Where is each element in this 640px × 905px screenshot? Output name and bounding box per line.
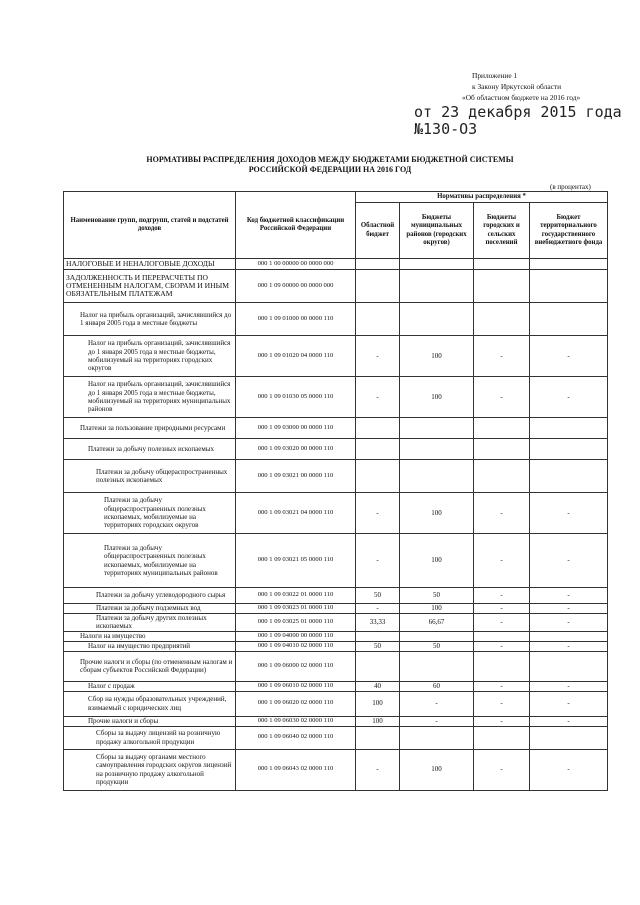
- row-regional: -: [356, 749, 400, 790]
- table-row: [64, 681, 608, 691]
- row-municipal: [400, 439, 474, 460]
- row-municipal: 50: [400, 588, 474, 604]
- row-fund: -: [530, 749, 608, 790]
- row-code: 000 1 09 03021 05 0000 110: [236, 534, 356, 588]
- row-settlements: -: [474, 691, 530, 716]
- table-row: [64, 259, 608, 270]
- row-municipal: -: [400, 716, 474, 726]
- table-row: [64, 303, 608, 336]
- row-municipal: [400, 259, 474, 270]
- row-name: Платежи за добычу углеводородного сырья: [64, 588, 236, 604]
- row-settlements: [474, 303, 530, 336]
- row-code: 000 1 00 00000 00 0000 000: [236, 259, 356, 270]
- row-fund: -: [530, 691, 608, 716]
- row-municipal: 100: [400, 493, 474, 534]
- table-row: [64, 651, 608, 681]
- header-fund: Бюджет территориального государственного внебюджетного фонда: [530, 203, 608, 259]
- row-name: Налог на прибыль организаций, зачислявшийся до 1 января 2005 года в местные бюджеты: [64, 303, 236, 336]
- row-code: 000 1 09 04000 00 0000 110: [236, 631, 356, 641]
- row-name: Налог на прибыль организаций, зачислявшийся до 1 января 2005 года в местные бюджеты, мобилизуемый на территориях муниципальных районов: [64, 377, 236, 418]
- row-name: НАЛОГОВЫЕ И НЕНАЛОГОВЫЕ ДОХОДЫ: [64, 259, 236, 270]
- row-name: Платежи за пользование природными ресурсами: [64, 418, 236, 439]
- table-row: [64, 726, 608, 749]
- row-fund: -: [530, 377, 608, 418]
- row-name: Платежи за добычу общераспространенных полезных ископаемых, мобилизуемые на территориях городских округов: [64, 493, 236, 534]
- appendix-block: [462, 70, 634, 103]
- table-row: [64, 336, 608, 377]
- row-code: 000 1 09 06010 02 0000 110: [236, 681, 356, 691]
- row-settlements: -: [474, 534, 530, 588]
- row-code: 000 1 09 03000 00 0000 110: [236, 418, 356, 439]
- row-municipal: -: [400, 691, 474, 716]
- row-regional: [356, 726, 400, 749]
- row-municipal: 100: [400, 336, 474, 377]
- row-code: 000 1 09 06000 02 0000 110: [236, 651, 356, 681]
- handwritten-number: №130-ОЗ: [414, 120, 478, 138]
- row-regional: 33,33: [356, 614, 400, 632]
- row-name: Сбор на нужды образовательных учреждений, взимаемый с юридических лиц: [64, 691, 236, 716]
- row-code: 000 1 09 03021 00 0000 110: [236, 460, 356, 493]
- table-row: [64, 691, 608, 716]
- row-fund: -: [530, 614, 608, 632]
- row-settlements: -: [474, 336, 530, 377]
- row-settlements: -: [474, 588, 530, 604]
- row-regional: [356, 270, 400, 303]
- row-code: 000 1 09 06043 02 0000 110: [236, 749, 356, 790]
- row-settlements: [474, 726, 530, 749]
- row-regional: [356, 259, 400, 270]
- header-municipal: Бюджеты муниципальных районов (городских округов): [400, 203, 474, 259]
- row-fund: [530, 439, 608, 460]
- row-settlements: [474, 631, 530, 641]
- row-name: Налог на прибыль организаций, зачислявшийся до 1 января 2005 года в местные бюджеты, мобилизуемый на территориях городских округов: [64, 336, 236, 377]
- table-row: [64, 641, 608, 651]
- row-regional: 40: [356, 681, 400, 691]
- row-municipal: 100: [400, 534, 474, 588]
- header-regional: Областной бюджет: [356, 203, 400, 259]
- row-name: Прочие налоги и сборы (по отмененным налогам и сборам субъектов Российской Федерации): [64, 651, 236, 681]
- row-code: 000 1 09 03021 04 0000 110: [236, 493, 356, 534]
- row-regional: -: [356, 604, 400, 614]
- row-regional: [356, 418, 400, 439]
- row-settlements: -: [474, 604, 530, 614]
- header-norms: Нормативы распределения *: [356, 192, 608, 203]
- row-name: Прочие налоги и сборы: [64, 716, 236, 726]
- row-code: 000 1 09 03025 01 0000 110: [236, 614, 356, 632]
- header-name: Наименование групп, подгрупп, статей и подстатей доходов: [64, 192, 236, 259]
- row-fund: [530, 460, 608, 493]
- row-municipal: [400, 726, 474, 749]
- appendix-line-1: Приложение 1: [472, 71, 518, 80]
- row-regional: [356, 303, 400, 336]
- header-settlements: Бюджеты городских и сельских поселений: [474, 203, 530, 259]
- row-regional: 100: [356, 691, 400, 716]
- row-code: 000 1 09 06040 02 0000 110: [236, 726, 356, 749]
- row-fund: -: [530, 716, 608, 726]
- table-row: [64, 270, 608, 303]
- row-regional: [356, 439, 400, 460]
- row-code: 000 1 09 06030 02 0000 110: [236, 716, 356, 726]
- row-name: Сборы за выдачу лицензий на розничную продажу алкогольной продукции: [64, 726, 236, 749]
- row-settlements: [474, 651, 530, 681]
- table-body: [64, 259, 608, 791]
- row-code: 000 1 09 01000 00 0000 110: [236, 303, 356, 336]
- row-fund: -: [530, 493, 608, 534]
- appendix-line-2: к Закону Иркутской области: [472, 82, 562, 91]
- document-title: [100, 155, 560, 175]
- row-code: 000 1 09 03023 01 0000 110: [236, 604, 356, 614]
- row-settlements: [474, 418, 530, 439]
- row-settlements: [474, 460, 530, 493]
- row-name: Платежи за добычу полезных ископаемых: [64, 439, 236, 460]
- row-fund: -: [530, 604, 608, 614]
- row-fund: [530, 303, 608, 336]
- norms-table: [63, 191, 608, 791]
- row-municipal: [400, 303, 474, 336]
- row-settlements: -: [474, 493, 530, 534]
- table-row: [64, 460, 608, 493]
- row-settlements: [474, 439, 530, 460]
- row-settlements: -: [474, 681, 530, 691]
- row-regional: [356, 460, 400, 493]
- handwritten-date: от 23 декабря 2015 года: [414, 103, 622, 121]
- row-municipal: [400, 651, 474, 681]
- table-row: [64, 604, 608, 614]
- row-fund: -: [530, 681, 608, 691]
- table-row: [64, 377, 608, 418]
- handwritten-date-block: [414, 104, 622, 138]
- table-row: [64, 534, 608, 588]
- title-line-1: НОРМАТИВЫ РАСПРЕДЕЛЕНИЯ ДОХОДОВ МЕЖДУ БЮДЖЕТАМИ БЮДЖЕТНОЙ СИСТЕМЫ: [146, 155, 514, 164]
- table-row: [64, 631, 608, 641]
- row-name: Налоги на имущество: [64, 631, 236, 641]
- row-settlements: -: [474, 641, 530, 651]
- row-fund: -: [530, 534, 608, 588]
- row-regional: -: [356, 377, 400, 418]
- row-fund: [530, 726, 608, 749]
- row-regional: [356, 651, 400, 681]
- row-name: Платежи за добычу подземных вод: [64, 604, 236, 614]
- row-fund: -: [530, 641, 608, 651]
- row-name: Налог на имущество предприятий: [64, 641, 236, 651]
- row-municipal: 66,67: [400, 614, 474, 632]
- row-code: 000 1 09 00000 00 0000 000: [236, 270, 356, 303]
- table-row: [64, 716, 608, 726]
- row-municipal: [400, 418, 474, 439]
- row-name: Налог с продаж: [64, 681, 236, 691]
- table-row: [64, 439, 608, 460]
- row-code: 000 1 09 01030 05 0000 110: [236, 377, 356, 418]
- row-municipal: [400, 270, 474, 303]
- row-settlements: -: [474, 749, 530, 790]
- row-settlements: -: [474, 614, 530, 632]
- row-municipal: [400, 631, 474, 641]
- row-municipal: 100: [400, 604, 474, 614]
- row-code: 000 1 09 03022 01 0000 110: [236, 588, 356, 604]
- row-municipal: 50: [400, 641, 474, 651]
- row-fund: [530, 270, 608, 303]
- row-municipal: 100: [400, 377, 474, 418]
- title-line-2: РОССИЙСКОЙ ФЕДЕРАЦИИ НА 2016 ГОД: [248, 165, 412, 174]
- row-name: Сборы за выдачу органами местного самоуправления городских округов лицензий на розничную продажу алкогольной продукции: [64, 749, 236, 790]
- row-fund: -: [530, 588, 608, 604]
- table-row: [64, 749, 608, 790]
- row-fund: [530, 259, 608, 270]
- units-note: (в процентах): [550, 183, 591, 191]
- row-fund: [530, 651, 608, 681]
- row-code: 000 1 09 01020 04 0000 110: [236, 336, 356, 377]
- row-settlements: -: [474, 377, 530, 418]
- row-settlements: -: [474, 716, 530, 726]
- appendix-line-3: «Об областном бюджете на 2016 год»: [462, 93, 581, 102]
- table-row: [64, 614, 608, 632]
- row-regional: -: [356, 493, 400, 534]
- row-name: ЗАДОЛЖЕННОСТЬ И ПЕРЕРАСЧЕТЫ ПО ОТМЕНЕННЫМ НАЛОГАМ, СБОРАМ И ИНЫМ ОБЯЗАТЕЛЬНЫМ ПЛАТЕЖАМ: [64, 270, 236, 303]
- header-code: Код бюджетной классификации Российской Федерации: [236, 192, 356, 259]
- row-regional: -: [356, 534, 400, 588]
- row-settlements: [474, 259, 530, 270]
- row-fund: [530, 418, 608, 439]
- row-regional: 50: [356, 641, 400, 651]
- table-row: [64, 588, 608, 604]
- table-row: [64, 493, 608, 534]
- table-row: [64, 418, 608, 439]
- row-name: Платежи за добычу других полезных ископаемых: [64, 614, 236, 632]
- row-regional: 100: [356, 716, 400, 726]
- row-name: Платежи за добычу общераспространенных полезных ископаемых: [64, 460, 236, 493]
- row-code: 000 1 09 06020 02 0000 110: [236, 691, 356, 716]
- row-regional: [356, 631, 400, 641]
- row-municipal: [400, 460, 474, 493]
- row-code: 000 1 09 04010 02 0000 110: [236, 641, 356, 651]
- row-fund: -: [530, 336, 608, 377]
- row-code: 000 1 09 03020 00 0000 110: [236, 439, 356, 460]
- row-municipal: 60: [400, 681, 474, 691]
- row-fund: [530, 631, 608, 641]
- row-municipal: 100: [400, 749, 474, 790]
- row-settlements: [474, 270, 530, 303]
- row-regional: 50: [356, 588, 400, 604]
- row-name: Платежи за добычу общераспространенных полезных ископаемых, мобилизуемые на территориях муниципальных районов: [64, 534, 236, 588]
- row-regional: -: [356, 336, 400, 377]
